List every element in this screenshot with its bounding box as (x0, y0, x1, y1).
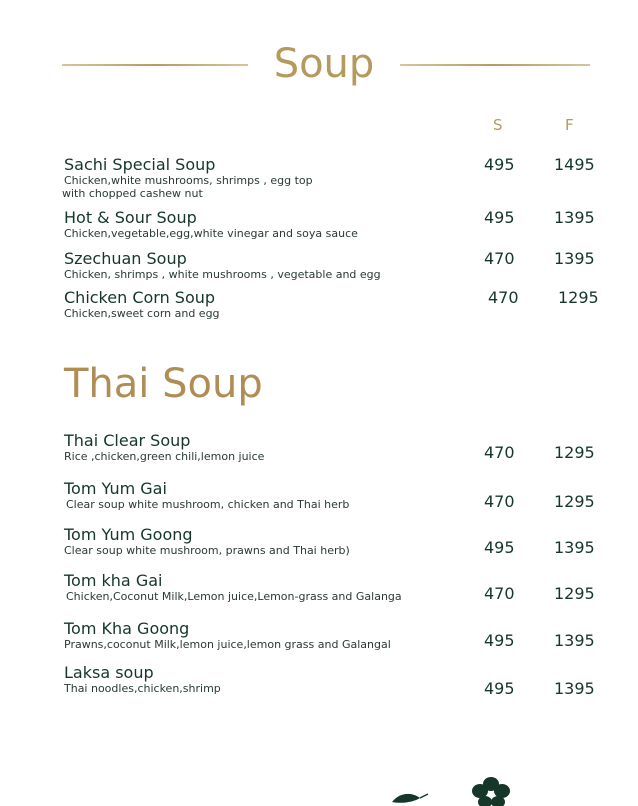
price-full: 1495 (554, 155, 595, 174)
item-description: Thai noodles,chicken,shrimp (64, 682, 221, 695)
price-small: 470 (484, 584, 515, 603)
item-name: Tom kha Gai (64, 571, 163, 590)
header-rule-right (400, 64, 590, 66)
leaf-icon (390, 790, 430, 804)
header-rule-left (62, 64, 248, 66)
price-small: 495 (484, 679, 515, 698)
price-small: 495 (484, 631, 515, 650)
item-name: Thai Clear Soup (64, 431, 191, 450)
menu-item (64, 288, 464, 320)
price-small: 495 (484, 538, 515, 557)
price-small: 495 (484, 155, 515, 174)
soup-section-title: Soup (273, 41, 375, 87)
price-full: 1295 (554, 584, 595, 603)
price-full: 1395 (554, 631, 595, 650)
menu-item (64, 479, 464, 511)
price-small: 470 (484, 249, 515, 268)
size-full-heading: F (565, 116, 574, 134)
menu-item (64, 249, 464, 281)
menu-item (64, 663, 464, 695)
item-description: Chicken, shrimps , white mushrooms , vegetable and egg (64, 268, 381, 281)
price-full: 1395 (554, 679, 595, 698)
item-description: Clear soup white mushroom, chicken and Thai herb (66, 498, 350, 511)
item-name: Tom Yum Gai (64, 479, 167, 498)
item-description: Rice ,chicken,green chili,lemon juice (64, 450, 265, 463)
item-name: Hot & Sour Soup (64, 208, 197, 227)
menu-item (64, 431, 464, 463)
price-full: 1395 (554, 538, 595, 557)
item-description: Clear soup white mushroom, prawns and Thai herb) (64, 544, 350, 557)
item-description: with chopped cashew nut (62, 187, 203, 200)
thai-soup-section-title: Thai Soup (64, 361, 263, 407)
item-description: Prawns,coconut Milk,lemon juice,lemon grass and Galangal (64, 638, 391, 651)
item-name: Sachi Special Soup (64, 155, 216, 174)
menu-item (64, 208, 464, 240)
price-small: 495 (484, 208, 515, 227)
item-name: Laksa soup (64, 663, 154, 682)
item-description: Chicken,Coconut Milk,Lemon juice,Lemon-grass and Galanga (66, 590, 402, 603)
size-small-heading: S (493, 116, 503, 134)
item-description: Chicken,white mushrooms, shrimps , egg top (64, 174, 313, 187)
item-name: Tom Kha Goong (64, 619, 190, 638)
item-name: Tom Yum Goong (64, 525, 193, 544)
price-full: 1395 (554, 249, 595, 268)
menu-item (64, 619, 464, 651)
soup-header (0, 38, 638, 90)
price-full: 1395 (554, 208, 595, 227)
item-name: Chicken Corn Soup (64, 288, 216, 307)
item-description: Chicken,vegetable,egg,white vinegar and soya sauce (64, 227, 358, 240)
item-description: Chicken,sweet corn and egg (64, 307, 220, 320)
hibiscus-flower-icon (468, 776, 514, 806)
item-name: Szechuan Soup (64, 249, 187, 268)
menu-item (64, 525, 464, 557)
price-small: 470 (484, 443, 515, 462)
price-small: 470 (484, 492, 515, 511)
price-small: 470 (488, 288, 519, 307)
menu-item (64, 155, 464, 200)
price-full: 1295 (558, 288, 599, 307)
price-full: 1295 (554, 443, 595, 462)
price-full: 1295 (554, 492, 595, 511)
menu-item (64, 571, 464, 603)
